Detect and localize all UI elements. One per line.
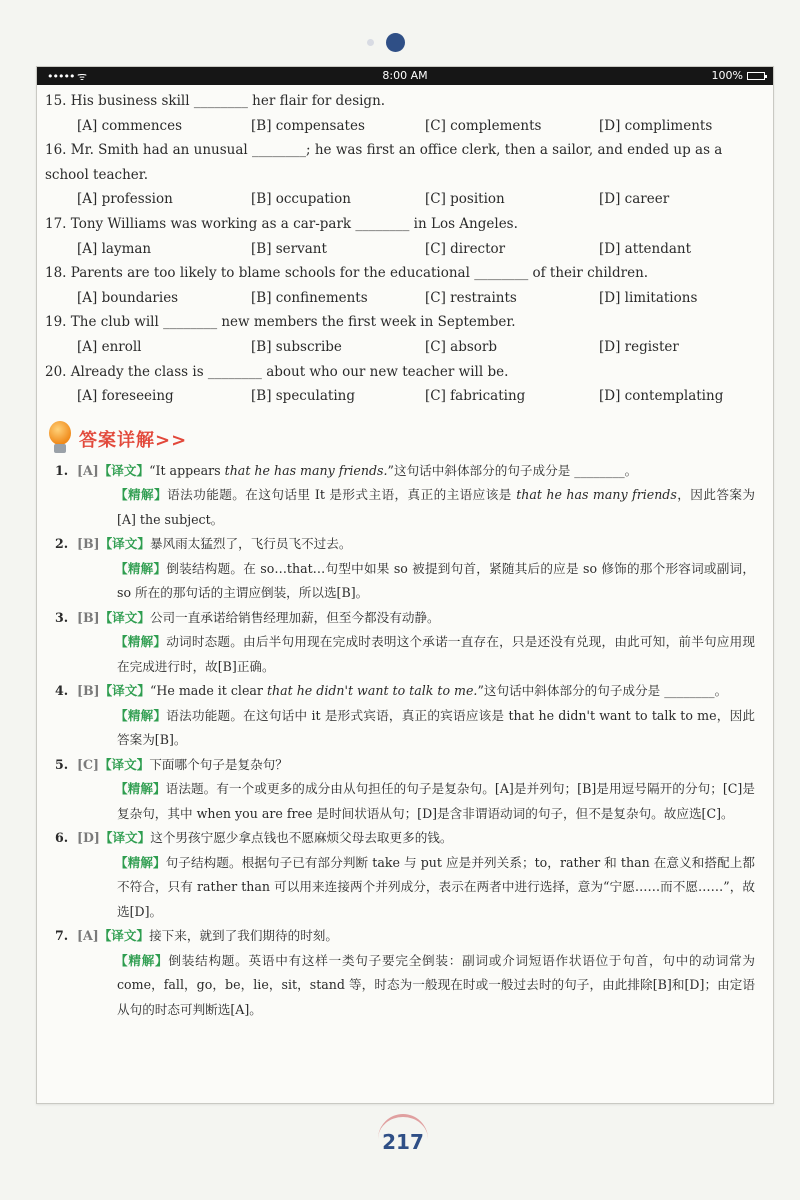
answer-key: [B] — [77, 536, 100, 552]
answers-title: 答案详解>> — [79, 429, 188, 451]
page-number: 217 — [378, 1114, 428, 1167]
question-number: 18. — [45, 265, 67, 282]
explanation-text: 倒装结构题。英语中有这样一类句子要完全倒装：副词或介词短语作状语位于句首，句中的动词常为 come，fall，go，be，lie，sit，stand 等，时态为一般现在时或一般过去时的句子，由此排除[B]和[D]；由定语从句的时态可判断选[A]。 — [117, 952, 756, 1017]
answer-number: 7. — [55, 928, 69, 944]
option-d: [D] attendant — [599, 240, 692, 257]
option-b: [B] confinements — [251, 289, 368, 306]
option-c: [C] restraints — [425, 289, 517, 306]
explanation-text: 语法功能题。在这句话中 it 是形式宾语，真正的宾语应该是 that he didn't want to talk to me，因此答案为[B]。 — [117, 707, 755, 748]
translation-text: 公司一直承诺给销售经理加薪，但至今都没有动静。 — [149, 609, 440, 625]
translation-tag: 【译文】 — [98, 928, 150, 944]
explanation-tag: 【精解】 — [115, 854, 166, 870]
explanation-text: 倒装结构题。在 so…that…句型中如果 so 被提到句首，紧随其后的应是 so 修饰的那个形容词或副词，so 所在的那句话的主谓应倒装，所以选[B]。 — [117, 560, 755, 601]
explanation-text: 句子结构题。根据句子已有部分判断 take 与 put 应是并列关系；to，rather 和 than 在意义和搭配上都不符合，只有 rather than 可以用来连接两个并列成分，表示在两者中进行选择，意为“宁愿……而不愿……”，故选[D]。 — [117, 854, 755, 919]
answer-number: 3. — [55, 609, 69, 625]
battery-status — [712, 69, 765, 82]
battery-icon — [747, 72, 765, 80]
question-text: The club will ________ new members the first week in September. — [70, 314, 516, 331]
answer-number: 1. — [55, 462, 69, 478]
translation-italic: that he has many friends. — [224, 462, 388, 478]
translation-tag: 【译文】 — [99, 609, 150, 625]
page-indicator — [0, 33, 800, 51]
option-d: [D] register — [599, 338, 679, 355]
page-dot-active[interactable] — [386, 33, 405, 52]
page-dot-inactive[interactable] — [367, 39, 374, 46]
answer-number: 6. — [55, 830, 69, 846]
question-number: 19. — [45, 314, 67, 331]
explanation-tag: 【精解】 — [115, 487, 168, 503]
signal-icon: ••••• ᯤ — [47, 70, 86, 83]
translation-text-end: ”这句话中斜体部分的句子成分是 ________。 — [387, 462, 638, 478]
answer-key: [C] — [77, 756, 99, 772]
status-time: 8:00 AM — [382, 69, 428, 82]
option-d: [D] contemplating — [599, 388, 724, 405]
lightbulb-icon — [47, 421, 73, 457]
question-number: 20. — [45, 363, 67, 380]
question-text: His business skill ________ her flair for design. — [70, 93, 386, 109]
option-b: [B] compensates — [251, 117, 365, 134]
answer-key: [D] — [77, 830, 100, 846]
translation-italic: that he didn't want to talk to me. — [266, 683, 478, 699]
translation-text: 这个男孩宁愿少拿点钱也不愿麻烦父母去取更多的钱。 — [150, 830, 453, 846]
question-number: 16. — [45, 142, 67, 159]
answer-7 — [37, 924, 773, 1022]
option-a: [A] foreseeing — [77, 388, 174, 405]
answer-number: 5. — [55, 756, 69, 772]
answers-header — [37, 419, 773, 459]
explanation-tag: 【精解】 — [115, 707, 167, 723]
question-19 — [37, 310, 773, 359]
answer-1 — [37, 459, 773, 533]
question-16 — [37, 138, 773, 212]
answer-4 — [37, 679, 773, 753]
explanation-tag: 【精解】 — [115, 560, 167, 576]
option-b: [B] occupation — [251, 191, 351, 208]
question-number: 15. — [45, 93, 67, 109]
explanation-text: 语法功能题。在这句话里 It 是形式主语，真正的主语应该是 — [167, 487, 517, 503]
question-text: Already the class is ________ about who our new teacher will be. — [70, 363, 509, 380]
answer-6 — [37, 826, 773, 924]
answer-key: [A] — [77, 928, 99, 944]
page-content — [37, 89, 773, 1022]
translation-tag: 【译文】 — [98, 756, 150, 772]
explanation-text: 语法题。有一个或更多的成分由从句担任的句子是复杂句。[A]是并列句；[B]是用逗号隔开的分句；[C]是复杂句，其中 when you are free 是时间状语从句；[D]是含非谓语动词的句子，但不是复杂句。故应选[C]。 — [117, 781, 755, 821]
translation-text: “It appears — [149, 462, 225, 478]
explanation-tag: 【精解】 — [115, 952, 169, 968]
question-number: 17. — [45, 215, 67, 232]
option-a: [A] enroll — [77, 338, 142, 355]
reader-frame — [36, 66, 774, 1104]
option-a: [A] commences — [77, 117, 183, 134]
question-text: Tony Williams was working as a car-park ________ in Los Angeles. — [70, 215, 518, 232]
translation-text: 接下来，就到了我们期待的时刻。 — [149, 928, 338, 944]
answer-key: [A] — [77, 462, 99, 478]
question-18 — [37, 261, 773, 310]
translation-tag: 【译文】 — [99, 536, 150, 552]
answer-5 — [37, 753, 773, 827]
status-bar — [37, 67, 773, 85]
explanation-text: 动词时态题。由后半句用现在完成时表明这个承诺一直存在，只是还没有兑现，由此可知，前半句应用现在完成进行时，故[B]正确。 — [117, 634, 756, 674]
explanation-tag: 【精解】 — [115, 634, 167, 650]
question-17 — [37, 212, 773, 261]
explanation-text-end: ，因此答案为[A] the subject。 — [117, 487, 756, 527]
translation-text: 暴风雨太猛烈了，飞行员飞不过去。 — [149, 536, 352, 552]
question-text: Mr. Smith had an unusual ________; he was first an office clerk, then a sailor, and ended up as a school teacher. — [45, 142, 723, 183]
option-b: [B] servant — [251, 240, 327, 257]
option-d: [D] limitations — [599, 289, 698, 306]
translation-tag: 【译文】 — [99, 830, 151, 846]
option-a: [A] layman — [77, 240, 152, 257]
option-c: [C] director — [425, 240, 506, 257]
answer-2 — [37, 532, 773, 606]
option-c: [C] absorb — [425, 338, 497, 355]
question-text: Parents are too likely to blame schools for the educational ________ of their children. — [70, 265, 649, 282]
answer-3 — [37, 606, 773, 680]
option-b: [B] speculating — [251, 388, 356, 405]
option-c: [C] position — [425, 191, 505, 208]
answer-number: 4. — [55, 683, 69, 699]
option-c: [C] complements — [425, 117, 542, 134]
translation-text: “He made it clear — [149, 683, 267, 699]
question-15 — [37, 89, 773, 138]
explanation-tag: 【精解】 — [115, 781, 166, 797]
option-b: [B] subscribe — [251, 338, 342, 355]
translation-text: 下面哪个句子是复杂句？ — [149, 756, 288, 772]
answer-number: 2. — [55, 536, 69, 552]
answer-key: [B] — [77, 609, 100, 625]
battery-percent: 100% — [711, 69, 743, 82]
translation-tag: 【译文】 — [98, 462, 150, 478]
option-a: [A] profession — [77, 191, 173, 208]
question-20 — [37, 360, 773, 409]
option-d: [D] career — [599, 191, 670, 208]
answer-key: [B] — [77, 683, 100, 699]
translation-tag: 【译文】 — [99, 683, 150, 699]
option-a: [A] boundaries — [77, 289, 179, 306]
option-d: [D] compliments — [599, 117, 713, 134]
explanation-italic: that he has many friends — [516, 487, 677, 503]
option-c: [C] fabricating — [425, 388, 526, 405]
translation-text-end: ”这句话中斜体部分的句子成分是 ________。 — [477, 683, 728, 699]
